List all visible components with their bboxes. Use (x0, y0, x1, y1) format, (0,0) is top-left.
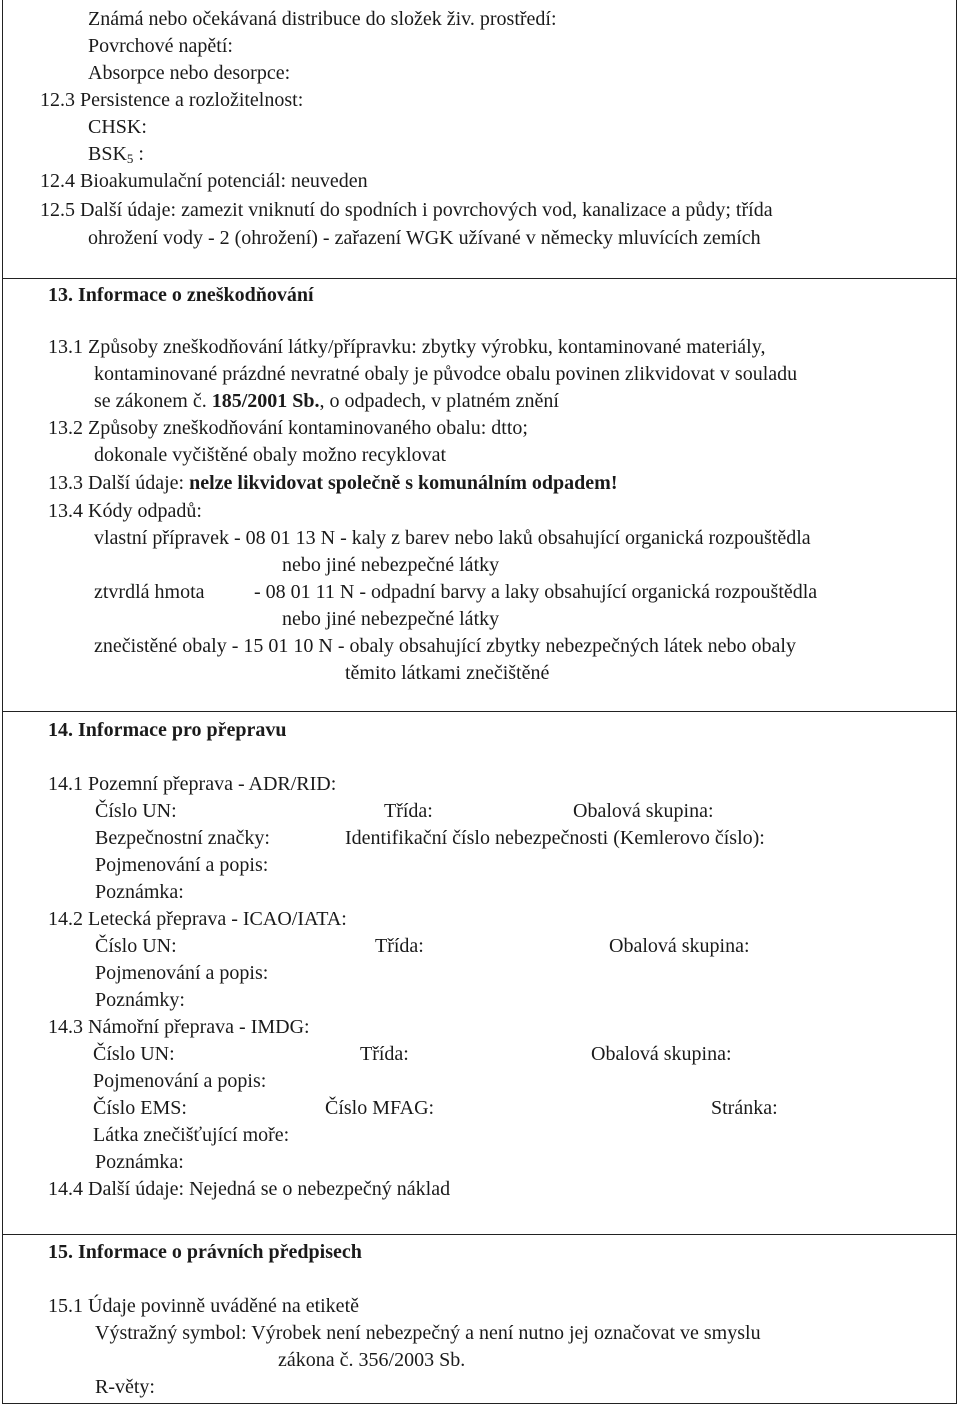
warning-symbol-line: Výstražný symbol: Výrobek není nebezpečný a není nutno jej označovat ve smyslu (95, 1322, 761, 1344)
sea-pollutant-label: Látka znečišťující moře: (93, 1124, 290, 1146)
sea-transport-heading: 14.3 Námořní přeprava - IMDG: (48, 1016, 310, 1038)
r-phrases-label: R-věty: (95, 1376, 155, 1398)
road-un-label: Číslo UN: (95, 800, 177, 822)
air-un-label: Číslo UN: (95, 935, 177, 957)
road-transport-heading: 14.1 Pozemní přeprava - ADR/RID: (48, 773, 337, 795)
waste-code-1: vlastní přípravek - 08 01 13 N - kaly z barev nebo laků obsahující organická rozpouštědla (94, 527, 811, 549)
transport-other-info: 14.4 Další údaje: Nejedná se o nebezpečný náklad (48, 1178, 451, 1200)
absorption-line: Absorpce nebo desorpce: (88, 62, 291, 84)
sea-page-label: Stránka: (711, 1097, 778, 1119)
road-kemler-label: Identifikační číslo nebezpečnosti (Kemlerovo číslo): (345, 827, 765, 849)
section-divider (2, 1234, 957, 1235)
persistence-line: 12.3 Persistence a rozložitelnost: (40, 89, 304, 111)
air-transport-heading: 14.2 Letecká přeprava - ICAO/IATA: (48, 908, 347, 930)
sea-note-label: Poznámka: (95, 1151, 184, 1173)
sea-un-label: Číslo UN: (93, 1043, 175, 1065)
sea-ems-label: Číslo EMS: (93, 1097, 187, 1119)
section-15-heading: 15. Informace o právních předpisech (48, 1241, 362, 1263)
section-13-heading: 13. Informace o zneškodňování (48, 284, 314, 306)
distribution-line: Známá nebo očekávaná distribuce do složek živ. prostředí: (88, 8, 557, 30)
air-note-label: Poznámky: (95, 989, 185, 1011)
chsk-line: CHSK: (88, 116, 147, 138)
road-class-label: Třída: (384, 800, 433, 822)
air-name-label: Pojmenování a popis: (95, 962, 269, 984)
waste-code-2: - 08 01 11 N - odpadní barvy a laky obsahující organická rozpouštědla (254, 581, 818, 603)
packaging-disposal-line: 13.2 Způsoby zneškodňování kontaminovaného obalu: dtto; (48, 417, 528, 439)
section-divider (2, 278, 957, 279)
road-signs-label: Bezpečnostní značky: (95, 827, 270, 849)
section-14-heading: 14. Informace pro přepravu (48, 719, 287, 741)
sea-class-label: Třída: (360, 1043, 409, 1065)
other-info-line-2: ohrožení vody - 2 (ohrožení) - zařazení WGK užívané v německy mluvících zemích (88, 227, 761, 249)
other-info-line: 12.5 Další údaje: zamezit vniknutí do spodních i povrchových vod, kanalizace a půdy; třída (40, 199, 773, 221)
waste-code-1-cont: nebo jiné nebezpečné látky (282, 554, 500, 576)
waste-code-2-label: ztvrdlá hmota (94, 581, 205, 603)
road-note-label: Poznámka: (95, 881, 184, 903)
sea-name-label: Pojmenování a popis: (93, 1070, 267, 1092)
warning-symbol-line-2: zákona č. 356/2003 Sb. (278, 1349, 466, 1371)
sea-mfag-label: Číslo MFAG: (325, 1097, 435, 1119)
air-class-label: Třída: (375, 935, 424, 957)
waste-code-3: znečistěné obaly - 15 01 10 N - obaly obsahující zbytky nebezpečných látek nebo obaly (94, 635, 796, 657)
label-requirements-heading: 15.1 Údaje povinně uváděné na etiketě (48, 1295, 359, 1317)
waste-codes-heading: 13.4 Kódy odpadů: (48, 500, 202, 522)
disposal-methods-line-2: kontaminované prázdné nevratné obaly je původce obalu povinen zlikvidovat v souladu (94, 363, 798, 385)
sea-group-label: Obalová skupina: (591, 1043, 732, 1065)
road-name-label: Pojmenování a popis: (95, 854, 269, 876)
disposal-methods-line: 13.1 Způsoby zneškodňování látky/přípravku: zbytky výrobku, kontaminované materiály, (48, 336, 766, 358)
bsk-line: $BSK_5$ : (88, 143, 144, 166)
waste-code-3-cont: těmito látkami znečištěné (345, 662, 550, 684)
bioaccumulation-line: 12.4 Bioakumulační potenciál: neuveden (40, 170, 368, 192)
disposal-other-info: 13.3 Další údaje: nelze likvidovat společně s komunálním odpadem! (48, 472, 618, 494)
waste-code-2-cont: nebo jiné nebezpečné látky (282, 608, 500, 630)
packaging-disposal-line-2: dokonale vyčištěné obaly možno recyklovat (94, 444, 447, 466)
surface-tension-line: Povrchové napětí: (88, 35, 233, 57)
section-divider (2, 711, 957, 712)
air-group-label: Obalová skupina: (609, 935, 750, 957)
disposal-methods-line-3: se zákonem č. 185/2001 Sb., o odpadech, v platném znění (94, 390, 559, 412)
road-group-label: Obalová skupina: (573, 800, 714, 822)
